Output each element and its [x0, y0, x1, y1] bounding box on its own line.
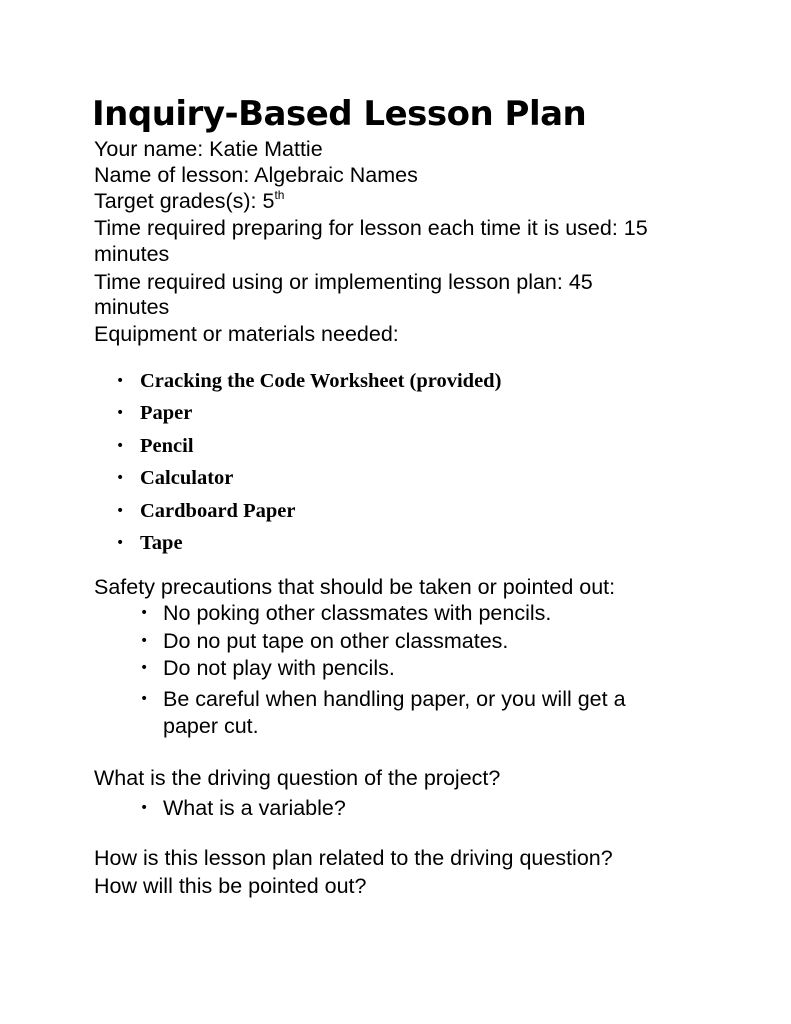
list-item: What is a variable?: [163, 796, 346, 820]
page-title: Inquiry-Based Lesson Plan: [92, 94, 587, 134]
list-item: Cardboard Paper: [140, 500, 296, 522]
list-item: Calculator: [140, 467, 234, 489]
equipment-heading: Equipment or materials needed:: [94, 322, 399, 346]
list-item: Do no put tape on other classmates.: [163, 629, 509, 653]
target-grades-text: Target grades(s): 5: [94, 189, 275, 213]
bullet-icon: •: [140, 605, 149, 621]
bullet-icon: •: [116, 438, 125, 454]
impl-time: Time required using or implementing lesson plan: 45: [94, 270, 593, 294]
prep-time-cont: minutes: [94, 242, 170, 266]
bullet-icon: •: [140, 660, 149, 676]
ordinal-suffix: th: [274, 188, 285, 202]
bullet-icon: •: [140, 800, 149, 816]
prep-time: Time required preparing for lesson each time it is used: 15: [94, 216, 648, 240]
driving-question-heading: What is the driving question of the project?: [94, 766, 501, 790]
list-item: Be careful when handling paper, or you will get a: [163, 687, 626, 711]
pointed-out-question: How will this be pointed out?: [94, 874, 367, 898]
bullet-icon: •: [116, 535, 125, 551]
list-item: Cracking the Code Worksheet (provided): [140, 370, 502, 392]
bullet-icon: •: [116, 503, 125, 519]
list-item: Do not play with pencils.: [163, 656, 395, 680]
impl-time-cont: minutes: [94, 295, 170, 319]
bullet-icon: •: [116, 373, 125, 389]
bullet-icon: •: [116, 470, 125, 486]
your-name: Your name: Katie Mattie: [94, 137, 323, 161]
bullet-icon: •: [140, 633, 149, 649]
list-item: Tape: [140, 532, 183, 554]
lesson-name: Name of lesson: Algebraic Names: [94, 163, 418, 187]
related-question: How is this lesson plan related to the driving question?: [94, 846, 613, 870]
list-item: Paper: [140, 402, 193, 424]
list-item: No poking other classmates with pencils.: [163, 601, 552, 625]
list-item: Pencil: [140, 435, 194, 457]
target-grades: [94, 188, 284, 214]
bullet-icon: •: [116, 405, 125, 421]
list-item-cont: paper cut.: [163, 714, 259, 738]
bullet-icon: •: [140, 691, 149, 707]
safety-heading: Safety precautions that should be taken or pointed out:: [94, 575, 616, 599]
